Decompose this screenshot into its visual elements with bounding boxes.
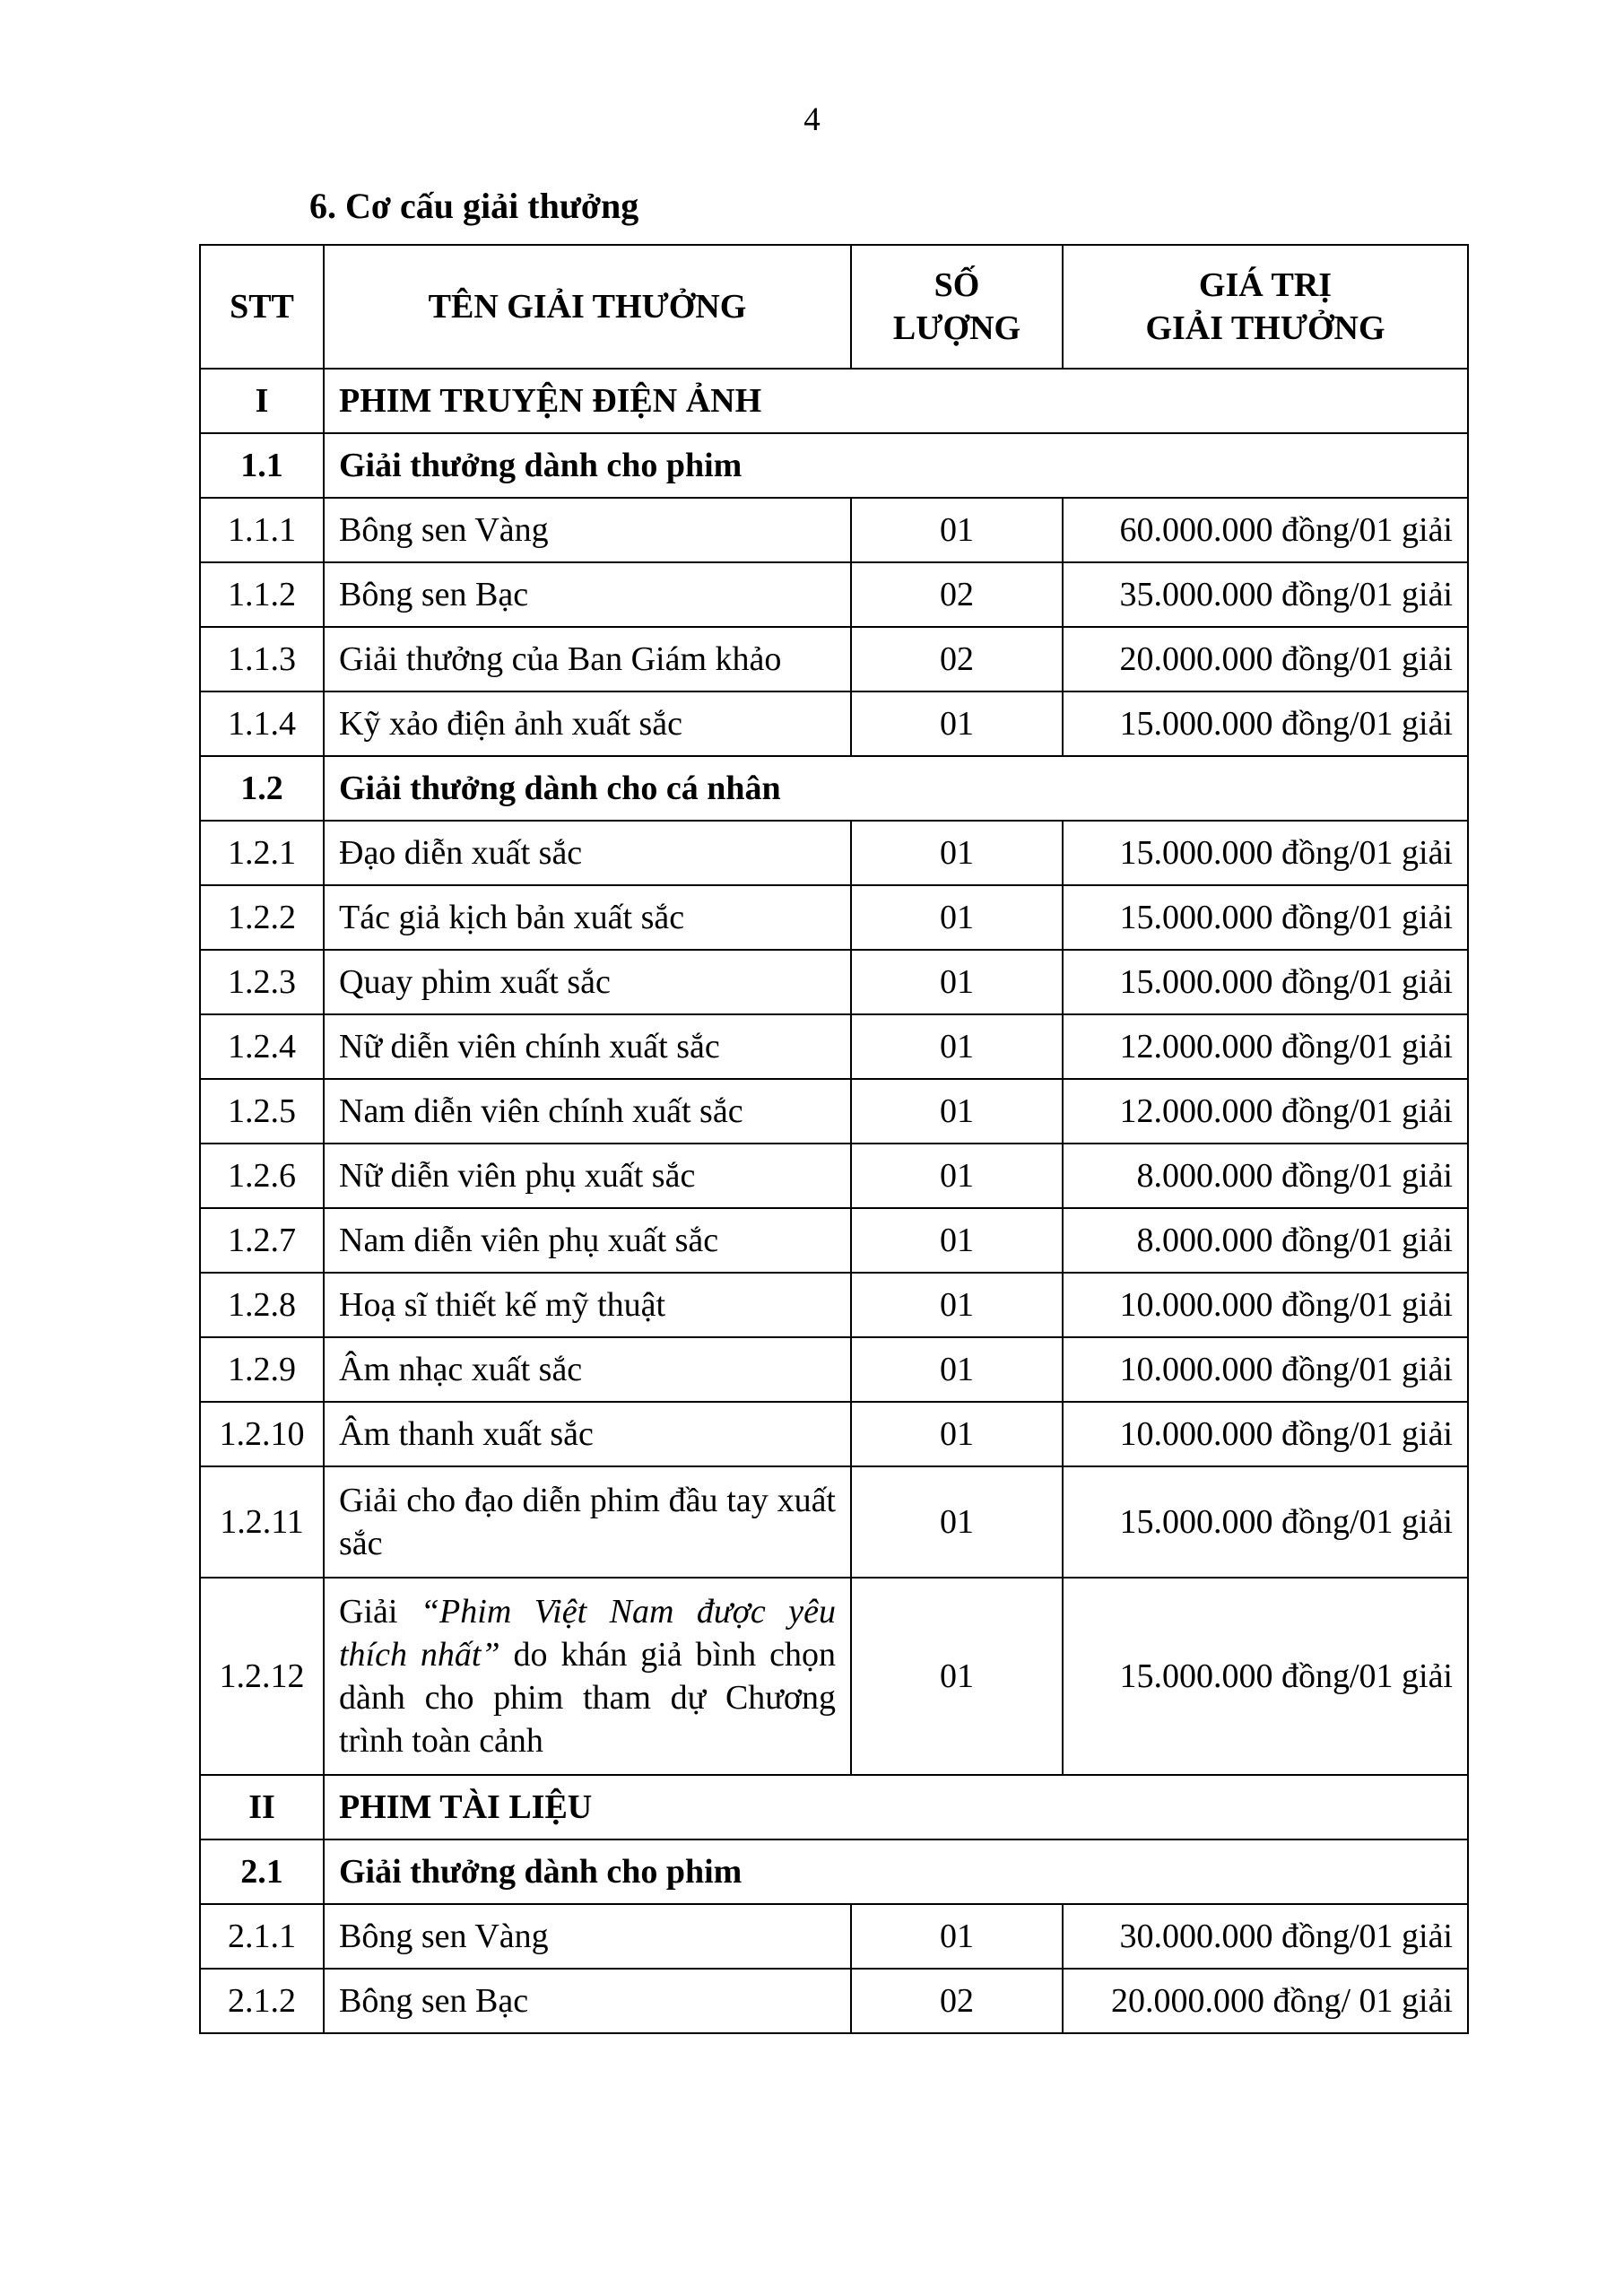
row-value: 30.000.000 đồng/01 giải	[1063, 1904, 1468, 1969]
section-name: PHIM TÀI LIỆU	[324, 1775, 1468, 1839]
row-name: Đạo diễn xuất sắc	[324, 821, 851, 885]
row-quantity: 01	[851, 1079, 1063, 1144]
row-stt: 1.2.11	[200, 1466, 324, 1578]
row-quantity: 01	[851, 1904, 1063, 1969]
row-name: Quay phim xuất sắc	[324, 950, 851, 1014]
row-name: Kỹ xảo điện ảnh xuất sắc	[324, 691, 851, 756]
table-row	[200, 1273, 1468, 1337]
table-header-row	[200, 245, 1468, 369]
table-row	[200, 1969, 1468, 2033]
row-value: 15.000.000 đồng/01 giải	[1063, 1466, 1468, 1578]
row-quantity: 01	[851, 1402, 1063, 1466]
row-quantity: 01	[851, 1144, 1063, 1208]
row-stt: 1.2.12	[200, 1578, 324, 1775]
row-name: Hoạ sĩ thiết kế mỹ thuật	[324, 1273, 851, 1337]
row-name: Giải cho đạo diễn phim đầu tay xuất sắc	[324, 1466, 851, 1578]
table-row	[200, 821, 1468, 885]
row-name: Bông sen Vàng	[324, 1904, 851, 1969]
row-stt: 1.2.7	[200, 1208, 324, 1273]
header-value-line2: GIẢI THƯỞNG	[1145, 309, 1385, 347]
row-quantity: 01	[851, 691, 1063, 756]
table-row	[200, 1208, 1468, 1273]
row-name: Tác giả kịch bản xuất sắc	[324, 885, 851, 950]
row-value: 8.000.000 đồng/01 giải	[1063, 1208, 1468, 1273]
row-quantity: 01	[851, 498, 1063, 562]
row-stt: 1.1.4	[200, 691, 324, 756]
table-row	[200, 1402, 1468, 1466]
header-name: TÊN GIẢI THƯỞNG	[324, 245, 851, 369]
row-value: 15.000.000 đồng/01 giải	[1063, 885, 1468, 950]
row-value: 15.000.000 đồng/01 giải	[1063, 821, 1468, 885]
header-value	[1063, 245, 1468, 369]
row-name-suffix: do khán giả bình chọn dành cho phim tham dự Chương trình toàn cảnh	[339, 1636, 836, 1760]
header-value-line1: GIÁ TRỊ	[1198, 266, 1333, 304]
section-name: PHIM TRUYỆN ĐIỆN ẢNH	[324, 369, 1468, 433]
row-name: Nam diễn viên phụ xuất sắc	[324, 1208, 851, 1273]
row-stt: 1.1.1	[200, 498, 324, 562]
row-value: 10.000.000 đồng/01 giải	[1063, 1337, 1468, 1402]
row-stt: 1.2.3	[200, 950, 324, 1014]
row-stt: 1.2.1	[200, 821, 324, 885]
table-row	[200, 1144, 1468, 1208]
row-name-prefix: Giải	[339, 1593, 421, 1631]
row-name: Bông sen Bạc	[324, 562, 851, 627]
subsection-name: Giải thưởng dành cho phim	[324, 1839, 1468, 1904]
row-stt: 1.2.10	[200, 1402, 324, 1466]
row-quantity: 01	[851, 1273, 1063, 1337]
subsection-row-film-awards	[200, 433, 1468, 498]
subsection-name: Giải thưởng dành cho phim	[324, 433, 1468, 498]
row-stt: 2.1.1	[200, 1904, 324, 1969]
table-row	[200, 1578, 1468, 1775]
row-value: 15.000.000 đồng/01 giải	[1063, 691, 1468, 756]
section-row-documentary	[200, 1775, 1468, 1839]
row-stt: 1.2.6	[200, 1144, 324, 1208]
row-name: Bông sen Vàng	[324, 498, 851, 562]
row-quantity: 02	[851, 627, 1063, 691]
row-stt: 1.2.9	[200, 1337, 324, 1402]
row-stt: 2.1.2	[200, 1969, 324, 2033]
row-quantity: 01	[851, 1578, 1063, 1775]
row-name	[324, 1578, 851, 1775]
subsection-number: 1.1	[200, 433, 324, 498]
row-value: 60.000.000 đồng/01 giải	[1063, 498, 1468, 562]
row-value: 15.000.000 đồng/01 giải	[1063, 950, 1468, 1014]
subsection-row-documentary-film-awards	[200, 1839, 1468, 1904]
row-stt: 1.2.2	[200, 885, 324, 950]
row-stt: 1.2.4	[200, 1014, 324, 1079]
row-quantity: 02	[851, 562, 1063, 627]
row-quantity: 02	[851, 1969, 1063, 2033]
row-stt: 1.2.8	[200, 1273, 324, 1337]
section-title: 6. Cơ cấu giải thưởng	[309, 186, 639, 226]
row-value: 12.000.000 đồng/01 giải	[1063, 1079, 1468, 1144]
section-number: I	[200, 369, 324, 433]
header-quantity-line2: LƯỢNG	[892, 309, 1021, 347]
row-name: Âm nhạc xuất sắc	[324, 1337, 851, 1402]
row-value: 10.000.000 đồng/01 giải	[1063, 1402, 1468, 1466]
section-number: II	[200, 1775, 324, 1839]
header-quantity	[851, 245, 1063, 369]
row-quantity: 01	[851, 1466, 1063, 1578]
subsection-number: 2.1	[200, 1839, 324, 1904]
row-name: Nam diễn viên chính xuất sắc	[324, 1079, 851, 1144]
row-name: Bông sen Bạc	[324, 1969, 851, 2033]
table-row	[200, 691, 1468, 756]
row-value: 8.000.000 đồng/01 giải	[1063, 1144, 1468, 1208]
header-stt: STT	[200, 245, 324, 369]
table-row	[200, 1014, 1468, 1079]
row-name: Nữ diễn viên phụ xuất sắc	[324, 1144, 851, 1208]
table-row	[200, 950, 1468, 1014]
row-value: 20.000.000 đồng/ 01 giải	[1063, 1969, 1468, 2033]
row-quantity: 01	[851, 885, 1063, 950]
row-quantity: 01	[851, 1337, 1063, 1402]
header-quantity-line1: SỐ	[934, 266, 980, 304]
table-row	[200, 1337, 1468, 1402]
prize-structure-table	[199, 244, 1469, 2034]
subsection-row-individual-awards	[200, 756, 1468, 821]
row-quantity: 01	[851, 1014, 1063, 1079]
row-value: 15.000.000 đồng/01 giải	[1063, 1578, 1468, 1775]
row-value: 20.000.000 đồng/01 giải	[1063, 627, 1468, 691]
section-row-feature-film	[200, 369, 1468, 433]
row-name: Giải thưởng của Ban Giám khảo	[324, 627, 851, 691]
row-name-italic: “Phim Việt Nam được yêu thích nhất”	[339, 1593, 836, 1674]
row-value: 35.000.000 đồng/01 giải	[1063, 562, 1468, 627]
table-row	[200, 498, 1468, 562]
subsection-number: 1.2	[200, 756, 324, 821]
subsection-name: Giải thưởng dành cho cá nhân	[324, 756, 1468, 821]
row-value: 12.000.000 đồng/01 giải	[1063, 1014, 1468, 1079]
table-row	[200, 885, 1468, 950]
table-row	[200, 1079, 1468, 1144]
table-row	[200, 1466, 1468, 1578]
row-stt: 1.1.3	[200, 627, 324, 691]
row-quantity: 01	[851, 1208, 1063, 1273]
row-quantity: 01	[851, 950, 1063, 1014]
row-name: Nữ diễn viên chính xuất sắc	[324, 1014, 851, 1079]
row-stt: 1.1.2	[200, 562, 324, 627]
row-stt: 1.2.5	[200, 1079, 324, 1144]
table-row	[200, 627, 1468, 691]
row-quantity: 01	[851, 821, 1063, 885]
row-value: 10.000.000 đồng/01 giải	[1063, 1273, 1468, 1337]
row-name: Âm thanh xuất sắc	[324, 1402, 851, 1466]
table-row	[200, 562, 1468, 627]
page-number: 4	[803, 101, 821, 138]
table-row	[200, 1904, 1468, 1969]
